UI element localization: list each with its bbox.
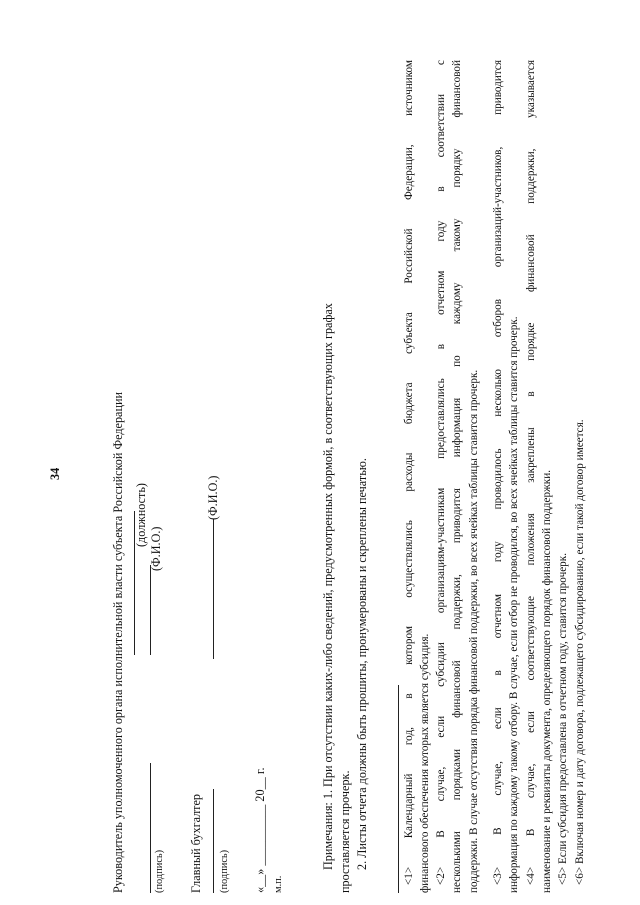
- signature-line-2: [213, 789, 214, 893]
- footnote-line: поддержки. В случае отсутствия порядка финансовой поддержки, во всех ячейках таблицы ставится прочерк.: [468, 369, 480, 893]
- seal-mark: м.п.: [273, 875, 284, 893]
- footnote-separator: [398, 685, 399, 893]
- notes-line-2: проставляется прочерк.: [338, 770, 352, 893]
- signature-caption-2: (подпись): [219, 849, 230, 893]
- fio-caption-1: (Ф.И.О.): [149, 526, 163, 571]
- footnote-line: <6> Включая номер и дату договора, подлежащего субсидированию, если такой договор имеется.: [574, 419, 586, 885]
- footnote-line: наименование и реквизиты документа, определяющего порядок финансовой поддержки.: [541, 469, 553, 893]
- footnote-line: <5> Если субсидия предоставлена в отчетном году, ставится прочерк.: [557, 552, 569, 885]
- footnote-line: финансового обеспечения которых является субсидия.: [419, 633, 431, 893]
- date-line: «__» __________ 20__ г.: [253, 767, 267, 893]
- page-number: 34: [48, 467, 62, 480]
- footnote-line: <1> Календарный год, в котором осуществлялись расходы бюджета субъекта Российской Федерации, источником: [403, 60, 415, 885]
- footnote-line: <4> В случае, если соответствующие положения закреплены в порядке финансовой поддержки, указывается: [525, 60, 537, 885]
- chief-accountant-label: Главный бухгалтер: [189, 793, 203, 893]
- footnote-line: несколькими порядками финансовой поддержки, приводится информация по каждому такому порядку финансовой: [451, 60, 463, 893]
- fio-caption-2: (Ф.И.О.): [206, 475, 220, 520]
- footnote-line: <3> В случае, если в отчетном году проводилось несколько отборов организаций-участников, приводится: [492, 60, 504, 885]
- position-caption: (должность): [134, 483, 148, 547]
- footnote-line: <2> В случае, если субсидии организациям-участникам предоставлялись в отчетном году в соответствии с: [435, 60, 447, 885]
- fio-line-2: [213, 519, 214, 659]
- notes-line-1: Примечания: 1. При отсутствии каких-либо сведений, предусмотренных формой, в соответствующих графах: [321, 303, 335, 870]
- head-title: Руководитель уполномоченного органа исполнительной власти субъекта Российской Федерации: [111, 391, 125, 893]
- signature-line-1: [150, 763, 151, 893]
- notes-line-3: 2. Листы отчета должны быть прошиты, пронумерованы и скреплены печатью.: [355, 458, 369, 870]
- footnote-line: информация по каждому такому отбору. В случае, если отбор не проводился, во всех ячейках таблицы ставится прочерк.: [508, 316, 520, 893]
- fio-line-1: [150, 565, 151, 655]
- signature-caption-1: (подпись): [154, 849, 165, 893]
